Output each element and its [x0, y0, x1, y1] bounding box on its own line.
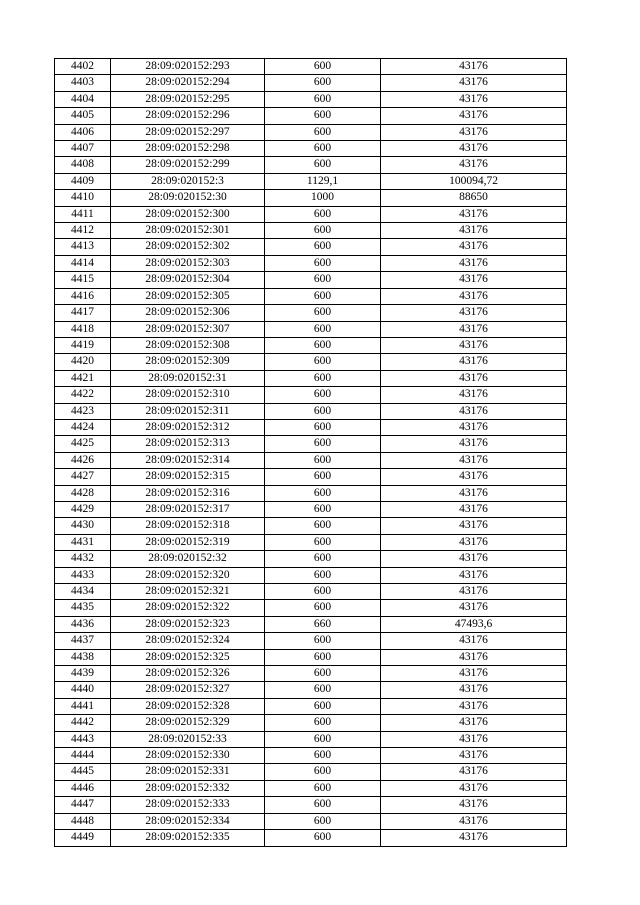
- row-number-cell: 4407: [55, 141, 111, 157]
- cadastral-number-cell: 28:09:020152:314: [111, 452, 265, 468]
- cadastral-number-cell: 28:09:020152:297: [111, 124, 265, 140]
- value-cell: 43176: [381, 124, 567, 140]
- cadastral-number-cell: 28:09:020152:309: [111, 354, 265, 370]
- row-number-cell: 4424: [55, 419, 111, 435]
- row-number-cell: 4405: [55, 108, 111, 124]
- table-row: [55, 551, 567, 567]
- value-cell: 43176: [381, 354, 567, 370]
- area-cell: 600: [265, 698, 381, 714]
- value-cell: 43176: [381, 666, 567, 682]
- cadastral-number-cell: 28:09:020152:304: [111, 272, 265, 288]
- value-cell: 43176: [381, 321, 567, 337]
- value-cell: 43176: [381, 419, 567, 435]
- value-cell: 43176: [381, 764, 567, 780]
- cadastral-number-cell: 28:09:020152:325: [111, 649, 265, 665]
- row-number-cell: 4410: [55, 190, 111, 206]
- table-row: [55, 748, 567, 764]
- table-row: [55, 518, 567, 534]
- cadastral-number-cell: 28:09:020152:305: [111, 288, 265, 304]
- value-cell: 43176: [381, 387, 567, 403]
- row-number-cell: 4421: [55, 370, 111, 386]
- table-row: [55, 354, 567, 370]
- row-number-cell: 4446: [55, 780, 111, 796]
- row-number-cell: 4413: [55, 239, 111, 255]
- area-cell: 600: [265, 124, 381, 140]
- row-number-cell: 4430: [55, 518, 111, 534]
- row-number-cell: 4418: [55, 321, 111, 337]
- value-cell: 43176: [381, 370, 567, 386]
- area-cell: 600: [265, 452, 381, 468]
- row-number-cell: 4429: [55, 501, 111, 517]
- area-cell: 600: [265, 321, 381, 337]
- cadastral-number-cell: 28:09:020152:30: [111, 190, 265, 206]
- table-row: [55, 91, 567, 107]
- table-row: [55, 649, 567, 665]
- area-cell: 600: [265, 108, 381, 124]
- value-cell: 43176: [381, 337, 567, 353]
- value-cell: 47493,6: [381, 616, 567, 632]
- row-number-cell: 4402: [55, 59, 111, 75]
- row-number-cell: 4431: [55, 534, 111, 550]
- table-row: [55, 59, 567, 75]
- value-cell: 43176: [381, 157, 567, 173]
- area-cell: 600: [265, 305, 381, 321]
- table-row: [55, 141, 567, 157]
- row-number-cell: 4415: [55, 272, 111, 288]
- value-cell: 43176: [381, 452, 567, 468]
- value-cell: 43176: [381, 255, 567, 271]
- value-cell: 43176: [381, 584, 567, 600]
- area-cell: 600: [265, 830, 381, 846]
- table-row: [55, 452, 567, 468]
- table-row: [55, 321, 567, 337]
- area-cell: 600: [265, 403, 381, 419]
- row-number-cell: 4448: [55, 813, 111, 829]
- cadastral-number-cell: 28:09:020152:302: [111, 239, 265, 255]
- cadastral-number-cell: 28:09:020152:323: [111, 616, 265, 632]
- area-cell: 600: [265, 780, 381, 796]
- cadastral-number-cell: 28:09:020152:316: [111, 485, 265, 501]
- cadastral-number-cell: 28:09:020152:319: [111, 534, 265, 550]
- cadastral-number-cell: 28:09:020152:308: [111, 337, 265, 353]
- row-number-cell: 4403: [55, 75, 111, 91]
- value-cell: 43176: [381, 600, 567, 616]
- area-cell: 600: [265, 288, 381, 304]
- value-cell: 43176: [381, 715, 567, 731]
- value-cell: 43176: [381, 141, 567, 157]
- table-row: [55, 403, 567, 419]
- value-cell: 43176: [381, 239, 567, 255]
- table-row: [55, 764, 567, 780]
- value-cell: 43176: [381, 830, 567, 846]
- area-cell: 600: [265, 141, 381, 157]
- area-cell: 600: [265, 387, 381, 403]
- cadastral-number-cell: 28:09:020152:31: [111, 370, 265, 386]
- area-cell: 600: [265, 255, 381, 271]
- cadastral-number-cell: 28:09:020152:318: [111, 518, 265, 534]
- value-cell: 43176: [381, 403, 567, 419]
- area-cell: 600: [265, 223, 381, 239]
- value-cell: 43176: [381, 272, 567, 288]
- row-number-cell: 4438: [55, 649, 111, 665]
- row-number-cell: 4414: [55, 255, 111, 271]
- table-row: [55, 501, 567, 517]
- table-row: [55, 469, 567, 485]
- area-cell: 600: [265, 748, 381, 764]
- row-number-cell: 4436: [55, 616, 111, 632]
- table-row: [55, 206, 567, 222]
- value-cell: 88650: [381, 190, 567, 206]
- value-cell: 43176: [381, 518, 567, 534]
- value-cell: 43176: [381, 305, 567, 321]
- cadastral-number-cell: 28:09:020152:334: [111, 813, 265, 829]
- cadastral-number-cell: 28:09:020152:306: [111, 305, 265, 321]
- value-cell: 43176: [381, 59, 567, 75]
- value-cell: 43176: [381, 813, 567, 829]
- cadastral-number-cell: 28:09:020152:327: [111, 682, 265, 698]
- cadastral-number-cell: 28:09:020152:320: [111, 567, 265, 583]
- cadastral-number-cell: 28:09:020152:328: [111, 698, 265, 714]
- cadastral-number-cell: 28:09:020152:307: [111, 321, 265, 337]
- area-cell: 600: [265, 649, 381, 665]
- cadastral-number-cell: 28:09:020152:3: [111, 173, 265, 189]
- table-row: [55, 485, 567, 501]
- area-cell: 600: [265, 75, 381, 91]
- table-row: [55, 419, 567, 435]
- value-cell: 100094,72: [381, 173, 567, 189]
- row-number-cell: 4411: [55, 206, 111, 222]
- cadastral-number-cell: 28:09:020152:310: [111, 387, 265, 403]
- registry-table: [54, 58, 567, 847]
- area-cell: 660: [265, 616, 381, 632]
- table-row: [55, 255, 567, 271]
- area-cell: 600: [265, 551, 381, 567]
- row-number-cell: 4422: [55, 387, 111, 403]
- row-number-cell: 4406: [55, 124, 111, 140]
- value-cell: 43176: [381, 649, 567, 665]
- row-number-cell: 4426: [55, 452, 111, 468]
- value-cell: 43176: [381, 797, 567, 813]
- cadastral-number-cell: 28:09:020152:293: [111, 59, 265, 75]
- area-cell: 600: [265, 567, 381, 583]
- cadastral-number-cell: 28:09:020152:313: [111, 436, 265, 452]
- row-number-cell: 4409: [55, 173, 111, 189]
- area-cell: 600: [265, 633, 381, 649]
- area-cell: 1129,1: [265, 173, 381, 189]
- row-number-cell: 4444: [55, 748, 111, 764]
- value-cell: 43176: [381, 469, 567, 485]
- cadastral-number-cell: 28:09:020152:32: [111, 551, 265, 567]
- area-cell: 600: [265, 813, 381, 829]
- table-row: [55, 616, 567, 632]
- table-row: [55, 813, 567, 829]
- area-cell: 600: [265, 419, 381, 435]
- table-row: [55, 370, 567, 386]
- table-row: [55, 436, 567, 452]
- area-cell: 600: [265, 600, 381, 616]
- cadastral-number-cell: 28:09:020152:315: [111, 469, 265, 485]
- area-cell: 600: [265, 91, 381, 107]
- row-number-cell: 4420: [55, 354, 111, 370]
- cadastral-number-cell: 28:09:020152:295: [111, 91, 265, 107]
- area-cell: 600: [265, 715, 381, 731]
- area-cell: 600: [265, 764, 381, 780]
- area-cell: 600: [265, 501, 381, 517]
- value-cell: 43176: [381, 534, 567, 550]
- table-row: [55, 223, 567, 239]
- cadastral-number-cell: 28:09:020152:33: [111, 731, 265, 747]
- area-cell: 600: [265, 436, 381, 452]
- table-row: [55, 567, 567, 583]
- table-row: [55, 305, 567, 321]
- cadastral-number-cell: 28:09:020152:322: [111, 600, 265, 616]
- row-number-cell: 4428: [55, 485, 111, 501]
- area-cell: 1000: [265, 190, 381, 206]
- cadastral-number-cell: 28:09:020152:326: [111, 666, 265, 682]
- cadastral-number-cell: 28:09:020152:335: [111, 830, 265, 846]
- cadastral-number-cell: 28:09:020152:331: [111, 764, 265, 780]
- area-cell: 600: [265, 485, 381, 501]
- cadastral-number-cell: 28:09:020152:312: [111, 419, 265, 435]
- row-number-cell: 4432: [55, 551, 111, 567]
- cadastral-number-cell: 28:09:020152:332: [111, 780, 265, 796]
- cadastral-number-cell: 28:09:020152:296: [111, 108, 265, 124]
- table-row: [55, 584, 567, 600]
- cadastral-number-cell: 28:09:020152:330: [111, 748, 265, 764]
- table-row: [55, 698, 567, 714]
- row-number-cell: 4442: [55, 715, 111, 731]
- cadastral-number-cell: 28:09:020152:321: [111, 584, 265, 600]
- cadastral-number-cell: 28:09:020152:333: [111, 797, 265, 813]
- value-cell: 43176: [381, 551, 567, 567]
- table-row: [55, 780, 567, 796]
- area-cell: 600: [265, 682, 381, 698]
- row-number-cell: 4419: [55, 337, 111, 353]
- value-cell: 43176: [381, 501, 567, 517]
- row-number-cell: 4445: [55, 764, 111, 780]
- cadastral-number-cell: 28:09:020152:301: [111, 223, 265, 239]
- area-cell: 600: [265, 370, 381, 386]
- cadastral-number-cell: 28:09:020152:294: [111, 75, 265, 91]
- row-number-cell: 4416: [55, 288, 111, 304]
- value-cell: 43176: [381, 108, 567, 124]
- table-row: [55, 190, 567, 206]
- table-row: [55, 124, 567, 140]
- row-number-cell: 4425: [55, 436, 111, 452]
- table-row: [55, 108, 567, 124]
- area-cell: 600: [265, 534, 381, 550]
- row-number-cell: 4439: [55, 666, 111, 682]
- cadastral-number-cell: 28:09:020152:329: [111, 715, 265, 731]
- value-cell: 43176: [381, 288, 567, 304]
- cadastral-number-cell: 28:09:020152:311: [111, 403, 265, 419]
- value-cell: 43176: [381, 633, 567, 649]
- area-cell: 600: [265, 337, 381, 353]
- value-cell: 43176: [381, 206, 567, 222]
- table-row: [55, 830, 567, 846]
- cadastral-number-cell: 28:09:020152:303: [111, 255, 265, 271]
- value-cell: 43176: [381, 223, 567, 239]
- area-cell: 600: [265, 354, 381, 370]
- table-row: [55, 173, 567, 189]
- value-cell: 43176: [381, 731, 567, 747]
- table-row: [55, 682, 567, 698]
- table-row: [55, 288, 567, 304]
- table-row: [55, 633, 567, 649]
- table-row: [55, 157, 567, 173]
- row-number-cell: 4440: [55, 682, 111, 698]
- row-number-cell: 4433: [55, 567, 111, 583]
- value-cell: 43176: [381, 485, 567, 501]
- area-cell: 600: [265, 584, 381, 600]
- area-cell: 600: [265, 469, 381, 485]
- row-number-cell: 4412: [55, 223, 111, 239]
- area-cell: 600: [265, 157, 381, 173]
- value-cell: 43176: [381, 698, 567, 714]
- value-cell: 43176: [381, 75, 567, 91]
- value-cell: 43176: [381, 682, 567, 698]
- row-number-cell: 4423: [55, 403, 111, 419]
- table-row: [55, 731, 567, 747]
- table-body: [55, 59, 567, 847]
- table-row: [55, 534, 567, 550]
- row-number-cell: 4449: [55, 830, 111, 846]
- table-row: [55, 387, 567, 403]
- cadastral-number-cell: 28:09:020152:300: [111, 206, 265, 222]
- cadastral-number-cell: 28:09:020152:317: [111, 501, 265, 517]
- value-cell: 43176: [381, 748, 567, 764]
- area-cell: 600: [265, 666, 381, 682]
- row-number-cell: 4443: [55, 731, 111, 747]
- area-cell: 600: [265, 239, 381, 255]
- table-row: [55, 715, 567, 731]
- row-number-cell: 4404: [55, 91, 111, 107]
- table-row: [55, 239, 567, 255]
- cadastral-number-cell: 28:09:020152:324: [111, 633, 265, 649]
- value-cell: 43176: [381, 91, 567, 107]
- table-row: [55, 75, 567, 91]
- row-number-cell: 4447: [55, 797, 111, 813]
- area-cell: 600: [265, 797, 381, 813]
- table-row: [55, 272, 567, 288]
- area-cell: 600: [265, 731, 381, 747]
- value-cell: 43176: [381, 567, 567, 583]
- row-number-cell: 4437: [55, 633, 111, 649]
- row-number-cell: 4408: [55, 157, 111, 173]
- row-number-cell: 4441: [55, 698, 111, 714]
- area-cell: 600: [265, 272, 381, 288]
- value-cell: 43176: [381, 436, 567, 452]
- table-row: [55, 797, 567, 813]
- table-row: [55, 666, 567, 682]
- cadastral-number-cell: 28:09:020152:298: [111, 141, 265, 157]
- row-number-cell: 4435: [55, 600, 111, 616]
- row-number-cell: 4434: [55, 584, 111, 600]
- table-row: [55, 337, 567, 353]
- area-cell: 600: [265, 59, 381, 75]
- area-cell: 600: [265, 518, 381, 534]
- value-cell: 43176: [381, 780, 567, 796]
- row-number-cell: 4417: [55, 305, 111, 321]
- table-row: [55, 600, 567, 616]
- row-number-cell: 4427: [55, 469, 111, 485]
- cadastral-number-cell: 28:09:020152:299: [111, 157, 265, 173]
- area-cell: 600: [265, 206, 381, 222]
